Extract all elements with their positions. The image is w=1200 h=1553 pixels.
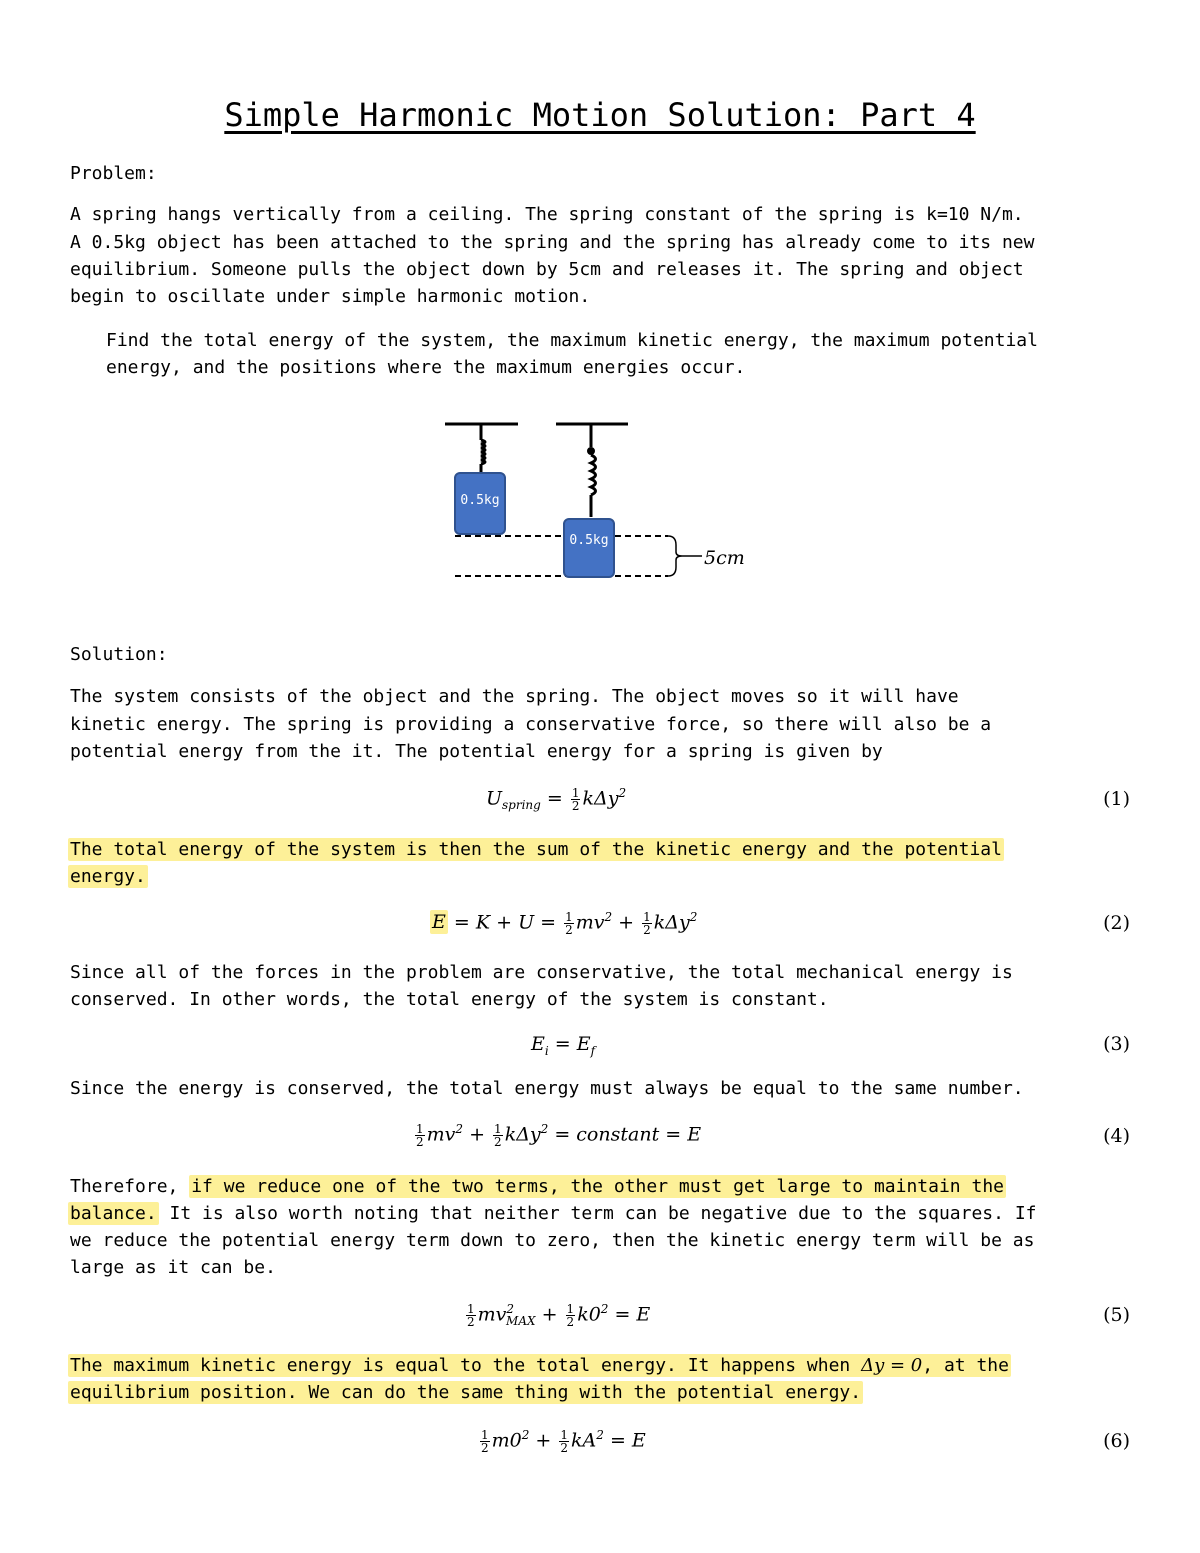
highlighted-line: energy. [70, 866, 146, 887]
displacement-label: 5cm [704, 547, 745, 569]
highlighted-line: equilibrium position. We can do the same thing with the potential energy. [70, 1382, 862, 1403]
problem-line: begin to oscillate under simple harmonic motion. [70, 286, 591, 307]
spring-mass-diagram [440, 415, 760, 590]
equation-number: (1) [1103, 788, 1130, 810]
equation-4: $\frac{1}{2}$ $mv^2$ + $\frac{1}{2}$ kΔy$^2$ = constant = E [416, 1121, 702, 1149]
para-line: The system consists of the object and the spring. The object moves so it will have [70, 686, 959, 707]
equation-1: $U_{spring}$ = $\frac{1}{2}$ kΔy$^2$ [486, 785, 627, 813]
mass-label-right: 0.5kg [569, 533, 609, 548]
para-line: Since all of the forces in the problem are conservative, the total mechanical energy is [70, 962, 1013, 983]
page-title: Simple Harmonic Motion Solution: Part 4 [224, 96, 976, 134]
equation-number: (3) [1103, 1033, 1130, 1055]
para-line: Since the energy is conserved, the total energy must always be equal to the same number. [70, 1078, 1024, 1099]
equation-2: E = K + U = $\frac{1}{2}$ $mv^2$ + $\frac{1}{2}$ kΔy$^2$ [432, 909, 698, 937]
para-line: large as it can be. [70, 1257, 276, 1278]
mass-block-right [564, 519, 614, 577]
solution-label: Solution: [70, 644, 168, 665]
equation-number: (2) [1103, 912, 1130, 934]
problem-line: equilibrium. Someone pulls the object down by 5cm and releases it. The spring and object [70, 259, 1024, 280]
para-line: we reduce the potential energy term down to zero, then the kinetic energy term will be as [70, 1230, 1035, 1251]
highlighted-line: The total energy of the system is then the sum of the kinetic energy and the potential [70, 839, 1002, 860]
mass-label-left: 0.5kg [460, 493, 500, 508]
para-line: potential energy from the it. The potential energy for a spring is given by [70, 741, 883, 762]
para-line: Therefore, if we reduce one of the two terms, the other must get large to maintain the [70, 1176, 1004, 1197]
equation-number: (5) [1103, 1304, 1130, 1326]
problem-line: A 0.5kg object has been attached to the spring and the spring has already come to its new [70, 232, 1035, 253]
problem-label: Problem: [70, 163, 157, 184]
displacement-brace [668, 536, 682, 576]
para-line: balance. It is also worth noting that neither term can be negative due to the squares. If [70, 1203, 1037, 1224]
para-line: kinetic energy. The spring is providing a conservative force, so there will also be a [70, 714, 992, 735]
problem-line: A spring hangs vertically from a ceiling. The spring constant of the spring is k=10 N/m. [70, 204, 1024, 225]
equation-number: (4) [1103, 1125, 1130, 1147]
highlighted-line: The maximum kinetic energy is equal to the total energy. It happens when Δy = 0, at the [70, 1355, 1009, 1376]
question-line: Find the total energy of the system, the maximum kinetic energy, the maximum potential [106, 330, 1038, 351]
equation-number: (6) [1103, 1430, 1130, 1452]
para-line: conserved. In other words, the total energy of the system is constant. [70, 989, 829, 1010]
spring-right [589, 424, 596, 517]
equation-5: $\frac{1}{2}$ $mv^2_{MAX}$ + $\frac{1}{2}$ $k0^2 = E$ [467, 1301, 651, 1329]
equation-3: $E_i = E_f$ [531, 1033, 596, 1058]
equation-6: $\frac{1}{2}$ $m0^2$ + $\frac{1}{2}$ $kA^2 = E$ [481, 1427, 646, 1455]
spring-left [481, 424, 485, 473]
question-line: energy, and the positions where the maximum energies occur. [106, 357, 746, 378]
